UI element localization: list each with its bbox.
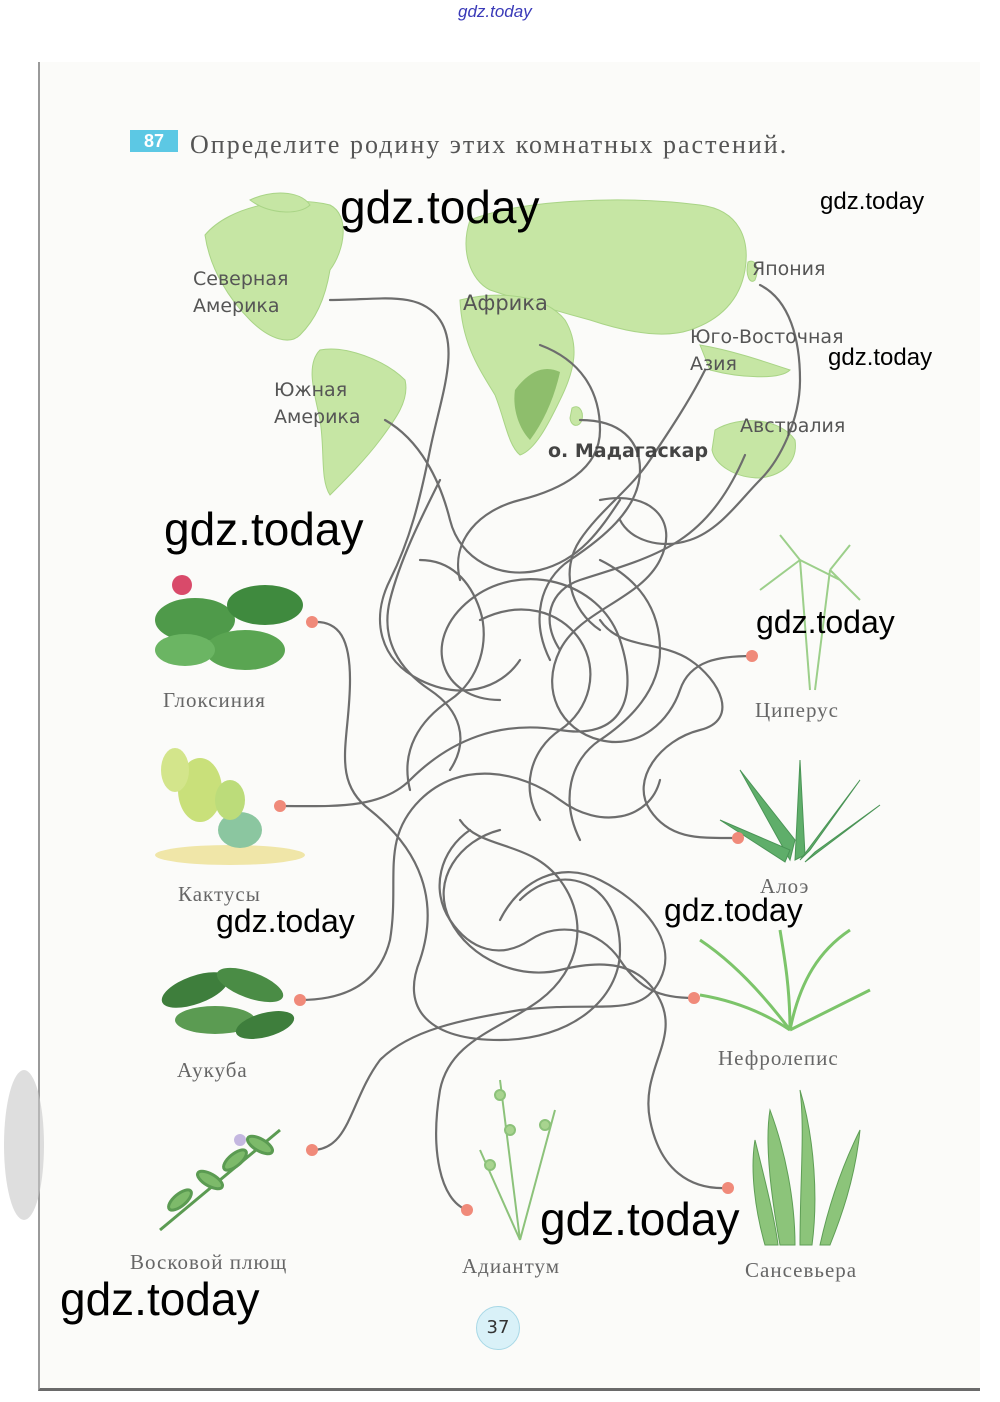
dot-cyperus <box>746 650 758 662</box>
dot-aucuba <box>294 994 306 1006</box>
watermark-top: gdz.today <box>458 2 532 21</box>
label-south-america-line2: Америка <box>274 406 361 428</box>
dot-cacti <box>274 800 286 812</box>
madagascar-shape <box>570 407 582 426</box>
label-north-america <box>193 266 288 320</box>
watermark: gdz.today <box>756 604 895 640</box>
wax-ivy-illustration <box>160 1130 280 1230</box>
label-japan: Япония <box>752 258 826 280</box>
plant-label-aloe: Алоэ <box>760 874 810 898</box>
plant-label-cacti: Кактусы <box>178 882 261 906</box>
dot-adiantum <box>461 1204 473 1216</box>
watermark: gdz.today <box>340 181 540 233</box>
dot-nephrolepis <box>688 992 700 1004</box>
task-instruction: Определите родину этих комнатных растений. <box>190 130 789 159</box>
sansevieria-illustration <box>753 1090 860 1245</box>
plant-label-wax-ivy: Восковой плющ <box>130 1250 288 1274</box>
label-north-america-line1: Северная <box>193 268 289 290</box>
aucuba-illustration <box>157 961 297 1045</box>
label-australia: Австралия <box>740 415 846 437</box>
label-se-asia-line2: Азия <box>690 353 737 375</box>
watermark: gdz.today <box>540 1193 740 1245</box>
watermark: gdz.today <box>828 344 933 371</box>
dot-wax-ivy <box>306 1144 318 1156</box>
watermark: gdz.today <box>60 1273 260 1325</box>
watermark: gdz.today <box>820 188 925 215</box>
dot-gloxinia <box>306 616 318 628</box>
task-number-badge: 87 <box>130 130 178 152</box>
page-number: 37 <box>476 1306 520 1350</box>
plant-label-gloxinia: Глоксиния <box>163 688 266 712</box>
dot-aloe <box>732 832 744 844</box>
nephrolepis-illustration <box>700 930 870 1030</box>
label-africa: Африка <box>463 291 548 315</box>
label-south-america-line1: Южная <box>274 379 348 401</box>
label-madagascar: о. Мадагаскар <box>548 440 709 462</box>
label-se-asia <box>690 324 844 378</box>
plant-label-adiantum: Адиантум <box>462 1254 561 1278</box>
label-se-asia-line1: Юго-Восточная <box>690 326 844 348</box>
watermark: gdz.today <box>164 503 364 555</box>
label-south-america <box>274 377 361 431</box>
plant-label-cyperus: Циперус <box>755 698 840 722</box>
aloe-illustration <box>720 760 880 862</box>
plant-label-sansevieria: Сансевьера <box>745 1258 858 1282</box>
label-north-america-line2: Америка <box>193 295 280 317</box>
watermark: gdz.today <box>216 903 355 939</box>
plant-label-nephrolepis: Нефролепис <box>718 1046 839 1070</box>
plant-label-aucuba: Аукуба <box>177 1058 248 1082</box>
watermark: gdz.today <box>664 892 803 928</box>
gloxinia-illustration <box>155 575 303 670</box>
